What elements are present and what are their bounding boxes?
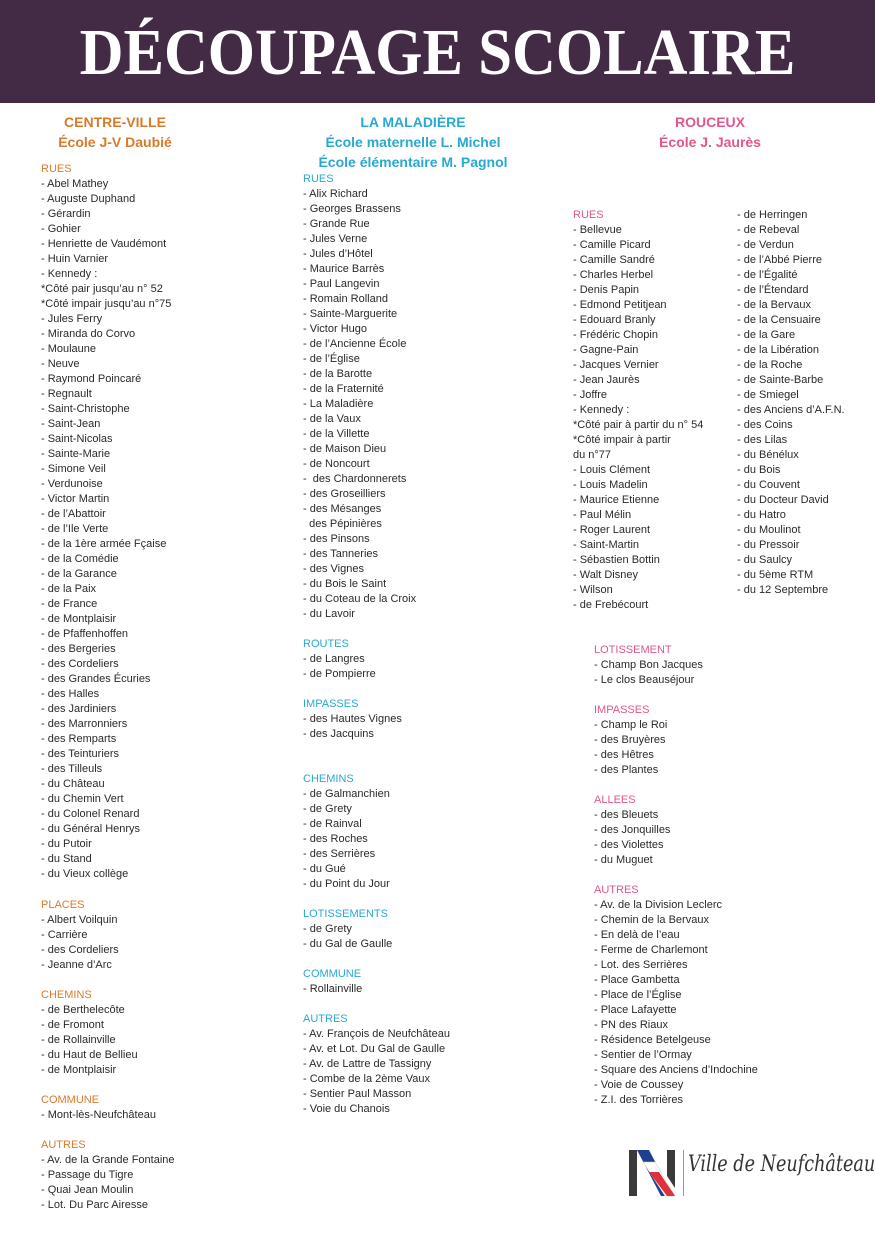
list-item: - des Tanneries <box>303 548 379 560</box>
list-item: des Pépinières <box>303 518 382 530</box>
section-title: PLACES <box>41 899 85 911</box>
list-item: - Av. de Lattre de Tassigny <box>303 1058 432 1070</box>
maladiere-header <box>303 112 523 172</box>
street-list <box>303 1027 450 1117</box>
list-item: - des Grandes Écuries <box>41 673 151 685</box>
list-item: - Square des Anciens d’Indochine <box>594 1064 758 1076</box>
list-item: - Lot. Du Parc Airesse <box>41 1199 148 1211</box>
section-title: RUES <box>573 209 604 221</box>
list-item: - Regnault <box>41 388 92 400</box>
maladiere-autres-section <box>303 1012 450 1117</box>
list-item: - de Grety <box>303 923 352 935</box>
list-item: - Henriette de Vaudémont <box>41 238 167 250</box>
list-item: - des Pinsons <box>303 533 370 545</box>
rouceux-rues-section <box>573 208 703 613</box>
list-item: - Frédéric Chopin <box>573 329 658 341</box>
list-item: - Voie de Coussey <box>594 1079 684 1091</box>
list-item: - Place de l’Église <box>594 989 682 1001</box>
logo-text: Ville de Neufchâteau <box>688 1152 875 1177</box>
list-item: - Sainte-Marguerite <box>303 308 398 320</box>
list-item: - Simone Veil <box>41 463 106 475</box>
list-item: - Joffre <box>573 389 608 401</box>
list-item: - Huin Varnier <box>41 253 109 265</box>
list-item: - de la Bervaux <box>737 299 811 311</box>
street-list <box>594 658 703 688</box>
list-item: - Roger Laurent <box>573 524 651 536</box>
list-item: - Wilson <box>573 584 613 596</box>
list-item: - Gagne-Pain <box>573 344 639 356</box>
list-item: - des Violettes <box>594 839 664 851</box>
list-item: - des Jacquins <box>303 728 374 740</box>
zone-name: LA MALADIÈRE <box>360 114 466 130</box>
list-item: - du Point du Jour <box>303 878 390 890</box>
list-item: - de Pfaffenhoffen <box>41 628 129 640</box>
section-title: COMMUNE <box>303 968 362 980</box>
list-item: - Albert Voilquin <box>41 914 118 926</box>
street-list <box>303 652 376 682</box>
street-list <box>41 913 119 973</box>
section-title: ALLEES <box>594 794 636 806</box>
list-item: - Jules Ferry <box>41 313 103 325</box>
list-item: - du Bois <box>737 464 781 476</box>
list-item: - du Gal de Gaulle <box>303 938 393 950</box>
list-item: - Victor Hugo <box>303 323 367 335</box>
list-item: - Saint-Jean <box>41 418 101 430</box>
street-list <box>303 712 402 742</box>
list-item: - de la Villette <box>303 428 370 440</box>
list-item: - Victor Martin <box>41 493 110 505</box>
list-item: - de France <box>41 598 98 610</box>
list-item: - de la Garance <box>41 568 117 580</box>
centre-chemins-section <box>41 988 138 1078</box>
list-item: - des Remparts <box>41 733 117 745</box>
list-item: - du Couvent <box>737 479 800 491</box>
neufchateau-n-logo-icon <box>627 1148 679 1198</box>
list-item: - des Teinturiers <box>41 748 120 760</box>
list-item: - Bellevue <box>573 224 622 236</box>
school-name: École élémentaire M. Pagnol <box>318 154 508 170</box>
list-item: - du Lavoir <box>303 608 355 620</box>
vertical-divider <box>683 1150 684 1196</box>
list-item: - du Stand <box>41 853 92 865</box>
list-item: - des Cordeliers <box>41 658 119 670</box>
list-item: - des Bergeries <box>41 643 116 655</box>
list-item: - de Langres <box>303 653 365 665</box>
street-list <box>737 208 845 598</box>
zone-name: CENTRE-VILLE <box>64 114 166 130</box>
section-title: CHEMINS <box>303 773 354 785</box>
list-item: - du Château <box>41 778 105 790</box>
list-item: - La Maladière <box>303 398 374 410</box>
list-item: - du Pressoir <box>737 539 800 551</box>
zone-name: ROUCEUX <box>674 114 745 130</box>
maladiere-rues-section <box>303 172 416 622</box>
list-item: - Mont-lès-Neufchâteau <box>41 1109 156 1121</box>
list-item: - des Bleuets <box>594 809 659 821</box>
list-item: *Côté pair à partir du n° 54 <box>573 419 704 431</box>
list-item: - Jules d’Hôtel <box>303 248 373 260</box>
section-title: LOTISSEMENTS <box>303 908 388 920</box>
school-name: École J. Jaurès <box>659 134 761 150</box>
list-item: - Romain Rolland <box>303 293 388 305</box>
list-item: du n°77 <box>573 449 612 461</box>
list-item: - des Anciens d’A.F.N. <box>737 404 845 416</box>
street-list <box>303 187 416 622</box>
list-item: - Av. de la Grande Fontaine <box>41 1154 175 1166</box>
list-item: - des Jardiniers <box>41 703 117 715</box>
list-item: *Côté impair à partir <box>573 434 671 446</box>
list-item: - Z.I. des Torrières <box>594 1094 684 1106</box>
list-item: - Sébastien Bottin <box>573 554 660 566</box>
list-item: - des Groseilliers <box>303 488 386 500</box>
list-item: - Kennedy : <box>573 404 630 416</box>
list-item: - Jules Verne <box>303 233 368 245</box>
centre-places-section <box>41 898 119 973</box>
list-item: - Saint-Martin <box>573 539 640 551</box>
list-item: - Moulaune <box>41 343 97 355</box>
list-item: - de Noncourt <box>303 458 370 470</box>
list-item: - Camille Picard <box>573 239 651 251</box>
section-title: LOTISSEMENT <box>594 644 672 656</box>
street-list <box>41 1108 156 1123</box>
list-item: - de la Barotte <box>303 368 373 380</box>
list-item: - Sentier Paul Masson <box>303 1088 412 1100</box>
list-item: - du 5ème RTM <box>737 569 814 581</box>
list-item: - Gérardin <box>41 208 91 220</box>
list-item: - des Coins <box>737 419 793 431</box>
section-title: AUTRES <box>594 884 639 896</box>
list-item: - de Rainval <box>303 818 362 830</box>
list-item: - de la 1ère armée Fçaise <box>41 538 167 550</box>
list-item: - de la Comédie <box>41 553 119 565</box>
list-item: - du Vieux collège <box>41 868 129 880</box>
list-item: - Denis Papin <box>573 284 640 296</box>
list-item: - En delà de l’eau <box>594 929 680 941</box>
list-item: - Résidence Betelgeuse <box>594 1034 711 1046</box>
list-item: - du Moulinot <box>737 524 801 536</box>
list-item: - de la Libération <box>737 344 819 356</box>
list-item: - Sainte-Marie <box>41 448 111 460</box>
list-item: - de la Censuaire <box>737 314 821 326</box>
centre-ville-header <box>40 112 190 152</box>
list-item: - Neuve <box>41 358 80 370</box>
list-item: - de Herringen <box>737 209 808 221</box>
rouceux-lotissement-section <box>594 643 703 688</box>
list-item: - de l’Église <box>303 353 360 365</box>
list-item: - Abel Mathey <box>41 178 109 190</box>
section-title: ROUTES <box>303 638 349 650</box>
list-item: - du Colonel Renard <box>41 808 140 820</box>
list-item: - Louis Clément <box>573 464 651 476</box>
list-item: - des Hêtres <box>594 749 654 761</box>
list-item: - de Sainte-Barbe <box>737 374 824 386</box>
list-item: - de la Fraternité <box>303 383 384 395</box>
list-item: - des Chardonnerets <box>303 473 407 485</box>
school-name: École J-V Daubié <box>58 134 172 150</box>
list-item: - de Rollainville <box>41 1034 116 1046</box>
list-item: - Camille Sandré <box>573 254 655 266</box>
list-item: - de l’Ile Verte <box>41 523 109 535</box>
list-item: - Passage du Tigre <box>41 1169 134 1181</box>
list-item: - des Mésanges <box>303 503 382 515</box>
list-item: - Lot. des Serrières <box>594 959 688 971</box>
list-item: - de la Gare <box>737 329 796 341</box>
list-item: - Charles Herbel <box>573 269 654 281</box>
list-item: - de l’Égalité <box>737 269 798 281</box>
list-item: - Av. François de Neufchâteau <box>303 1028 450 1040</box>
list-item: - Alix Richard <box>303 188 368 200</box>
list-item: - Voie du Chanois <box>303 1103 390 1115</box>
list-item: - de la Vaux <box>303 413 361 425</box>
list-item: - du Gué <box>303 863 346 875</box>
list-item: - du Coteau de la Croix <box>303 593 417 605</box>
list-item: - du Bénélux <box>737 449 799 461</box>
list-item: - des Lilas <box>737 434 788 446</box>
rouceux-allees-section <box>594 793 670 868</box>
street-list <box>594 898 758 1108</box>
list-item: - du 12 Septembre <box>737 584 829 596</box>
maladiere-commune-section <box>303 967 362 997</box>
list-item: - du Chemin Vert <box>41 793 124 805</box>
section-title: CHEMINS <box>41 989 92 1001</box>
street-list <box>594 718 667 778</box>
list-item: - des Marronniers <box>41 718 128 730</box>
list-item: - Miranda do Corvo <box>41 328 136 340</box>
street-list <box>573 223 703 613</box>
list-item: - de l’Abattoir <box>41 508 106 520</box>
street-list <box>41 1153 175 1213</box>
list-item: - Saint-Nicolas <box>41 433 113 445</box>
list-item: - de Smiegel <box>737 389 799 401</box>
list-item: - Chemin de la Bervaux <box>594 914 709 926</box>
list-item: - Champ Bon Jacques <box>594 659 703 671</box>
list-item: - de Fromont <box>41 1019 104 1031</box>
list-item: - de Montplaisir <box>41 613 117 625</box>
list-item: - de Berthelecôte <box>41 1004 125 1016</box>
list-item: - PN des Riaux <box>594 1019 668 1031</box>
list-item: - Paul Langevin <box>303 278 380 290</box>
list-item: - Maurice Barrès <box>303 263 385 275</box>
list-item: - Jacques Vernier <box>573 359 659 371</box>
list-item: - Paul Mélin <box>573 509 632 521</box>
list-item: - Jeanne d’Arc <box>41 959 112 971</box>
centre-autres-section <box>41 1138 175 1213</box>
list-item: - des Hautes Vignes <box>303 713 402 725</box>
list-item: - Grande Rue <box>303 218 370 230</box>
list-item: - de la Roche <box>737 359 803 371</box>
list-item: - Le clos Beauséjour <box>594 674 695 686</box>
list-item: - Louis Madelin <box>573 479 648 491</box>
list-item: *Côté impair jusqu’au n°75 <box>41 298 172 310</box>
rouceux-header <box>630 112 790 152</box>
list-item: - du Haut de Bellieu <box>41 1049 138 1061</box>
list-item: *Côté pair jusqu’au n° 52 <box>41 283 163 295</box>
list-item: - des Plantes <box>594 764 659 776</box>
list-item: - du Muguet <box>594 854 653 866</box>
list-item: - Auguste Duphand <box>41 193 136 205</box>
list-item: - de l’Ancienne École <box>303 338 407 350</box>
list-item: - Kennedy : <box>41 268 98 280</box>
maladiere-lotissements-section <box>303 907 392 952</box>
list-item: - du Bois le Saint <box>303 578 387 590</box>
list-item: - des Vignes <box>303 563 364 575</box>
list-item: - Raymond Poincaré <box>41 373 142 385</box>
list-item: - des Bruyères <box>594 734 666 746</box>
rouceux-rues-section-continued <box>737 208 845 598</box>
list-item: - du Général Henrys <box>41 823 141 835</box>
list-item: - Gohier <box>41 223 81 235</box>
rouceux-impasses-section <box>594 703 667 778</box>
centre-rues-section <box>41 162 171 882</box>
list-item: - Combe de la 2ème Vaux <box>303 1073 430 1085</box>
list-item: - Carrière <box>41 929 88 941</box>
list-item: - du Hatro <box>737 509 786 521</box>
list-item: - Place Gambetta <box>594 974 680 986</box>
list-item: - de la Paix <box>41 583 97 595</box>
maladiere-routes-section <box>303 637 376 682</box>
list-item: - de Galmanchien <box>303 788 390 800</box>
list-item: - Sentier de l’Ormay <box>594 1049 692 1061</box>
school-name: École maternelle L. Michel <box>325 134 501 150</box>
list-item: - Maurice Etienne <box>573 494 660 506</box>
list-item: - de Grety <box>303 803 352 815</box>
section-title: RUES <box>41 163 72 175</box>
rouceux-autres-section <box>594 883 758 1108</box>
list-item: - du Putoir <box>41 838 92 850</box>
list-item: - de Verdun <box>737 239 794 251</box>
list-item: - Jean Jaurès <box>573 374 640 386</box>
list-item: - des Roches <box>303 833 368 845</box>
list-item: - Georges Brassens <box>303 203 401 215</box>
maladiere-impasses-section <box>303 697 402 742</box>
list-item: - de Maison Dieu <box>303 443 387 455</box>
list-item: - de Rebeval <box>737 224 800 236</box>
section-title: AUTRES <box>303 1013 348 1025</box>
title-banner <box>0 0 875 103</box>
list-item: - de Pompierre <box>303 668 376 680</box>
section-title: COMMUNE <box>41 1094 100 1106</box>
section-title: IMPASSES <box>303 698 359 710</box>
page-title: DÉCOUPAGE SCOLAIRE <box>79 16 796 89</box>
street-list <box>41 1003 138 1078</box>
list-item: - Verdunoise <box>41 478 103 490</box>
list-item: - Edmond Petitjean <box>573 299 667 311</box>
section-title: AUTRES <box>41 1139 86 1151</box>
street-list <box>303 787 390 892</box>
list-item: - Av. de la Division Leclerc <box>594 899 722 911</box>
list-item: - Walt Disney <box>573 569 638 581</box>
list-item: - de l’Abbé Pierre <box>737 254 822 266</box>
list-item: - du Saulcy <box>737 554 793 566</box>
list-item: - Edouard Branly <box>573 314 656 326</box>
list-item: - des Tilleuls <box>41 763 103 775</box>
maladiere-chemins-section <box>303 772 390 892</box>
list-item: - Av. et Lot. Du Gal de Gaulle <box>303 1043 446 1055</box>
section-title: IMPASSES <box>594 704 650 716</box>
street-list <box>303 922 392 952</box>
street-list <box>303 982 362 997</box>
list-item: - Place Lafayette <box>594 1004 677 1016</box>
list-item: - Champ le Roi <box>594 719 668 731</box>
list-item: - de Frebécourt <box>573 599 649 611</box>
list-item: - Saint-Christophe <box>41 403 130 415</box>
list-item: - du Docteur David <box>737 494 829 506</box>
list-item: - Rollainville <box>303 983 363 995</box>
list-item: - Ferme de Charlemont <box>594 944 708 956</box>
street-list <box>41 177 171 882</box>
list-item: - des Halles <box>41 688 100 700</box>
centre-commune-section <box>41 1093 156 1123</box>
list-item: - de Montplaisir <box>41 1064 117 1076</box>
list-item: - des Cordeliers <box>41 944 119 956</box>
list-item: - de l’Étendard <box>737 284 809 296</box>
section-title: RUES <box>303 173 334 185</box>
list-item: - des Jonquilles <box>594 824 671 836</box>
list-item: - des Serrières <box>303 848 376 860</box>
street-list <box>594 808 670 868</box>
list-item: - Quai Jean Moulin <box>41 1184 134 1196</box>
